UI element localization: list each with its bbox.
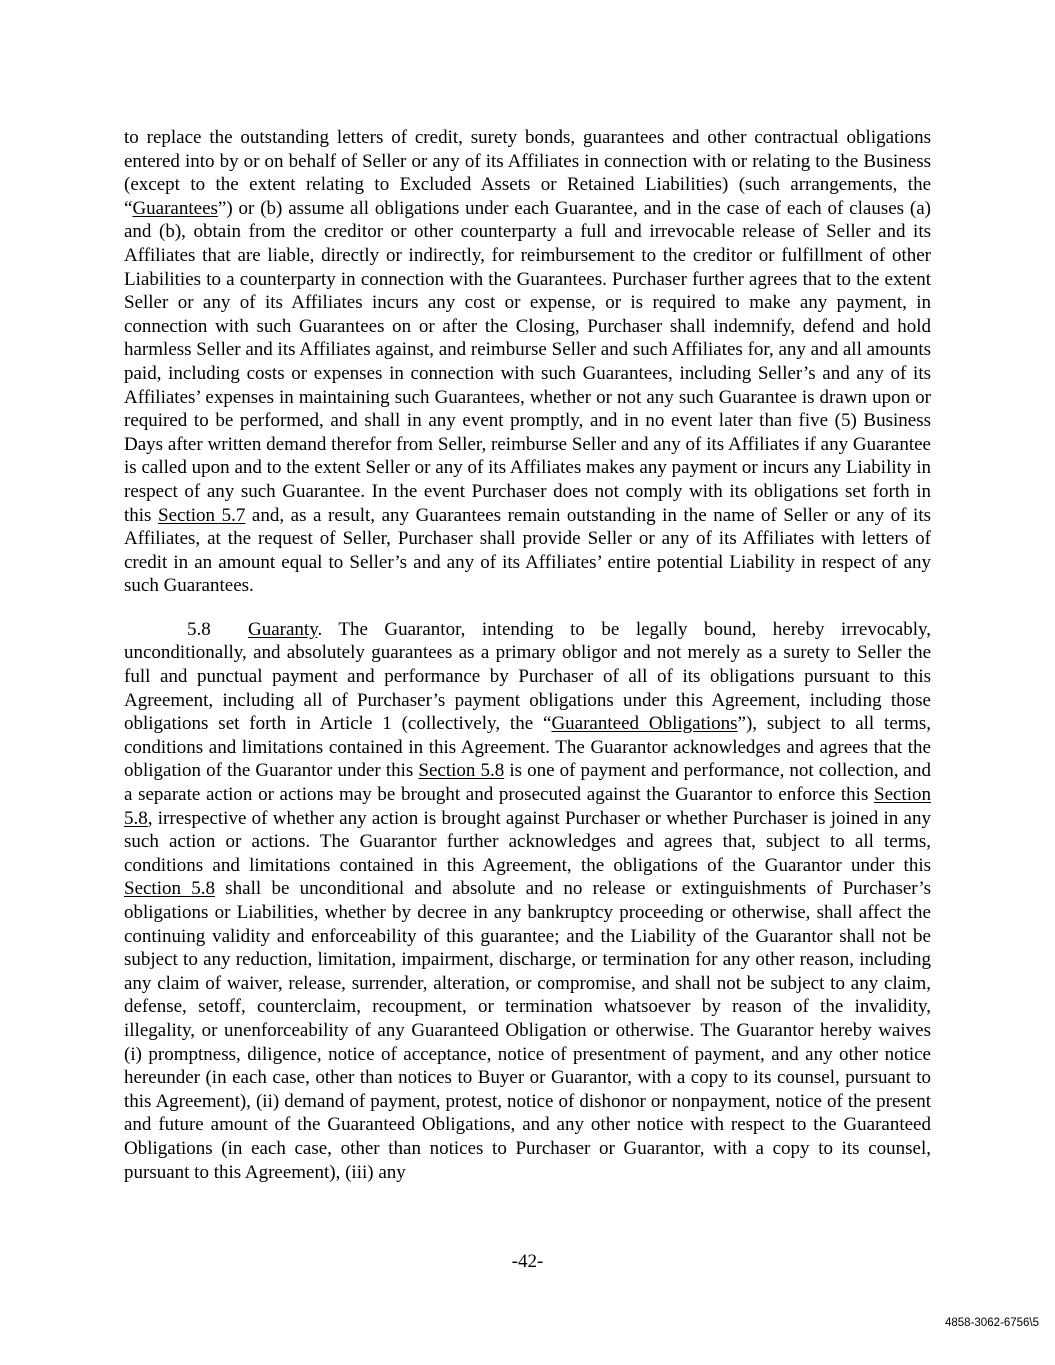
paragraph-section-5-8	[124, 618, 931, 1184]
para2-text-1: . The Guarantor, intending to be legally bound, hereby irrevocably, unconditionally, and absolutely guarantees as a primary obligor and not merely as a surety to Seller the full and punctual payment and performance by Purchaser of all of its obligations pursuant to this Agreement, including all of Purchaser’s payment obligations under this Agreement, including those obligations set forth in Article 1 (collectively, the “	[124, 618, 931, 735]
defined-term-guaranteed-obligations: Guaranteed Obligations	[551, 713, 738, 735]
document-id: 4858-3062-6756\5	[945, 1317, 1039, 1329]
defined-term-guarantees: Guarantees	[132, 197, 218, 219]
paragraph-guarantees-continued	[124, 126, 931, 598]
page-number: -42-	[511, 1251, 544, 1272]
para1-text-1: to replace the outstanding letters of credit, surety bonds, guarantees and other contractual obligations entered into by or on behalf of Seller or any of its Affiliates in connection with or relating to the Business (except to the extent relating to Excluded Assets or Retained Liabilities) (such arrangements, the “	[124, 127, 931, 219]
para1-text-3: and, as a result, any Guarantees remain outstanding in the name of Seller or any of its Affiliates, at the request of Seller, Purchaser shall provide Seller or any of its Affiliates with letters of credit in an amount equal to Seller’s and any of its Affiliates’ entire potential Liability in respect of any such Guarantees.	[124, 504, 932, 597]
section-heading-guaranty: Guaranty	[248, 618, 318, 640]
document-body	[124, 126, 931, 1184]
para1-text-2: ”) or (b) assume all obligations under each Guarantee, and in the case of each of clauses (a) and (b), obtain from the creditor or other counterparty a full and irrevocable release of Seller and its Affiliates that are liable, directly or indirectly, for reimbursement to the creditor or fulfillment of other Liabilities to a counterparty in connection with the Guarantees. Purchaser further agrees that to the extent Seller or any of its Affiliates incurs any cost or expense, or is required to make any payment, in connection with such Guarantees on or after the Closing, Purchaser shall indemnify, defend and hold harmless Seller and its Affiliates against, and reimburse Seller and such Affiliates for, any and all amounts paid, including costs or expenses in connection with such Guarantees, including Seller’s and any of its Affiliates’ expenses in maintaining such Guarantees, whether or not any such Guarantee is drawn upon or required to be performed, and shall in any event promptly, and in no event later than five (5) Business Days after written demand therefor from Seller, reimburse Seller and any of its Affiliates if any Guarantee is called upon and to the extent Seller or any of its Affiliates makes any payment or incurs any Liability in respect of any such Guarantee. In the event Purchaser does not comply with its obligations set forth in this	[124, 197, 931, 526]
para2-text-3: is one of payment and performance, not collection, and a separate action or actions may be brought and prosecuted against the Guarantor to enforce this	[124, 760, 931, 806]
section-reference-5-8: Section 5.8	[418, 760, 505, 782]
para2-text-5: shall be unconditional and absolute and no release or extinguishments of Purchaser’s obligations or Liabilities, whether by decree in any bankruptcy proceeding or otherwise, shall affect the continuing validity and enforceability of this guarantee; and the Liability of the Guarantor shall not be subject to any reduction, limitation, impairment, discharge, or termination for any other reason, including any claim of waiver, release, surrender, alteration, or compromise, and shall not be subject to any claim, defense, setoff, counterclaim, recoupment, or termination whatsoever by reason of the invalidity, illegality, or unenforceability of any Guaranteed Obligation or otherwise. The Guarantor hereby waives (i) promptness, diligence, notice of acceptance, notice of presentment of payment, and any other notice hereunder (in each case, other than notices to Buyer or Guarantor, with a copy to its counsel, pursuant to this Agreement), (ii) demand of payment, protest, notice of dishonor or nonpayment, notice of the present and future amount of the Guaranteed Obligations, and any other notice with respect to the Guaranteed Obligations (in each case, other than notices to Purchaser or Guarantor, with a copy to its counsel, pursuant to this Agreement), (iii) any	[124, 878, 931, 1183]
section-reference-5-8: Section 5.8	[124, 784, 931, 829]
section-reference-5-8: Section 5.8	[124, 878, 216, 900]
section-reference-5-7: Section 5.7	[158, 504, 246, 526]
section-number: 5.8	[187, 618, 211, 640]
para2-text-4: , irrespective of whether any action is brought against Purchaser or whether Purchaser is joined in any such action or actions. The Guarantor further acknowledges and agrees that, subject to all terms, conditions and limitations contained in this Agreement, the obligations of the Guarantor under this	[124, 807, 931, 876]
para2-text-2: ”), subject to all terms, conditions and limitations contained in this Agreement. The Guarantor acknowledges and agrees that the obligation of the Guarantor under this	[124, 713, 932, 782]
